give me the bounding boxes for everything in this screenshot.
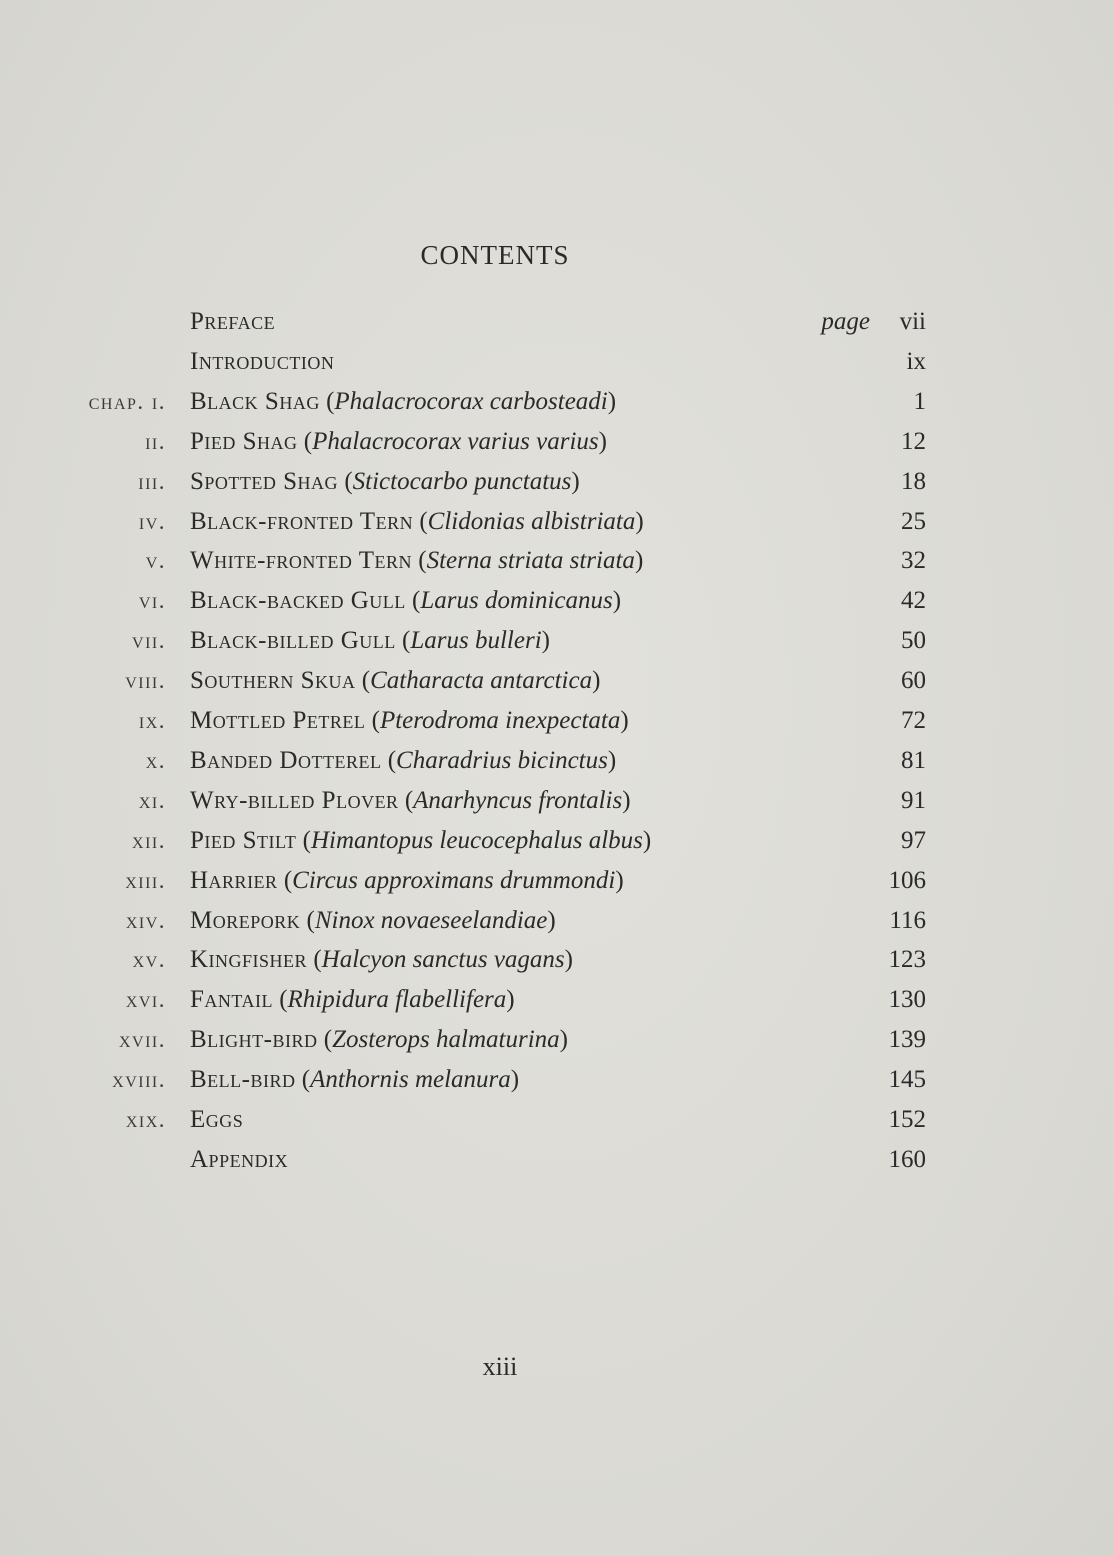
close-paren: ) [635, 507, 644, 535]
common-name: Pied Stilt [190, 826, 297, 854]
open-paren: ( [381, 746, 397, 774]
common-name: Kingfisher [190, 946, 308, 974]
chapter-number: x. [145, 747, 166, 773]
page-ref: 123 [888, 946, 926, 974]
common-name: Bell-bird [190, 1066, 296, 1094]
entry-title [190, 661, 600, 701]
close-paren: ) [541, 627, 550, 655]
toc-entry [0, 462, 1114, 502]
page-ref: 160 [888, 1145, 926, 1173]
entry-title [190, 1140, 288, 1180]
common-name: Black-backed Gull [190, 587, 406, 615]
common-name: Black Shag [190, 387, 320, 415]
common-name: Mottled Petrel [190, 707, 366, 734]
chapter-number: viii. [125, 668, 166, 694]
toc-entry [0, 581, 1114, 621]
open-paren: ( [395, 627, 411, 655]
common-name: Pied Shag [190, 427, 298, 455]
toc-entry [0, 502, 1114, 542]
close-paren: ) [571, 467, 580, 495]
open-paren: ( [405, 587, 421, 615]
entry-title [190, 821, 651, 861]
common-name: Preface [190, 308, 276, 335]
scientific-name: Stictocarbo punctatus [352, 467, 572, 495]
toc-entry [0, 1020, 1114, 1060]
close-paren: ) [607, 746, 617, 774]
common-name: Blight-bird [190, 1026, 318, 1054]
common-name: Morepork [190, 906, 301, 934]
chapter-number: xix. [125, 1107, 166, 1132]
open-paren: ( [365, 707, 380, 734]
toc-entry [0, 781, 1114, 821]
close-paren: ) [547, 906, 556, 934]
scientific-name: Phalacrocorax varius varius [312, 427, 599, 455]
toc-entry [0, 1060, 1114, 1100]
page-ref: 97 [901, 826, 926, 854]
open-paren: ( [411, 547, 427, 575]
entry-title [190, 1100, 243, 1140]
common-name: Banded Dotterel [190, 746, 382, 774]
chapter-number: xii. [132, 827, 166, 853]
open-paren: ( [355, 667, 371, 695]
open-paren: ( [296, 826, 311, 854]
common-name: Black-billed Gull [190, 627, 396, 655]
entry-title [190, 581, 621, 621]
close-paren: ) [506, 986, 515, 1014]
close-paren: ) [510, 1066, 520, 1094]
page-ref: 32 [901, 547, 926, 575]
toc-entry [0, 661, 1114, 701]
chapter-number: ix. [138, 708, 166, 733]
page-ref: 81 [901, 746, 926, 774]
close-paren: ) [598, 427, 607, 455]
open-paren: ( [297, 427, 313, 455]
chapter-number: chap. i. [88, 388, 166, 414]
chapter-number: xv. [132, 947, 166, 973]
scientific-name: Rhipidura flabellifera [287, 986, 507, 1014]
toc-entry [0, 701, 1114, 741]
toc-entry [0, 741, 1114, 781]
entry-title [190, 382, 616, 422]
scientific-name: Larus dominicanus [420, 587, 613, 615]
entry-title [190, 422, 607, 462]
chapter-number: xiv. [125, 907, 166, 933]
common-name: Eggs [190, 1106, 244, 1133]
entry-title [190, 541, 643, 581]
entry-title [190, 940, 573, 980]
toc-entry [0, 861, 1114, 901]
open-paren: ( [300, 906, 315, 934]
close-paren: ) [615, 866, 624, 894]
page-ref: 72 [901, 707, 926, 734]
close-paren: ) [612, 587, 622, 615]
page-number: xiii [482, 1352, 518, 1381]
page-ref: 152 [888, 1106, 926, 1133]
scientific-name: Clidonias albistriata [427, 507, 636, 535]
toc-entry [0, 621, 1114, 661]
scientific-name: Sterna striata striata [426, 547, 635, 575]
page-label: page [821, 308, 870, 335]
common-name: Spotted Shag [190, 467, 339, 495]
common-name: White-fronted Tern [190, 547, 412, 575]
close-paren: ) [559, 1026, 568, 1054]
toc-entry [0, 342, 1114, 382]
chapter-number: xviii. [112, 1067, 166, 1093]
chapter-number: xi. [138, 787, 166, 813]
page-ref: 130 [888, 986, 926, 1014]
scientific-name: Halcyon sanctus vagans [321, 946, 565, 974]
chapter-number: vi. [138, 588, 166, 614]
chapter-number: v. [145, 548, 166, 574]
open-paren: ( [398, 786, 414, 814]
open-paren: ( [319, 387, 335, 415]
scientific-name: Himantopus leucocephalus albus [310, 826, 643, 854]
entry-title [190, 502, 644, 542]
page-ref: 50 [901, 627, 926, 655]
page-ref: 18 [901, 467, 926, 495]
chapter-number: iii. [138, 468, 166, 494]
toc-entry [0, 901, 1114, 941]
entry-title [190, 980, 515, 1020]
scientific-name: Larus bulleri [410, 627, 542, 655]
toc-entry [0, 1140, 1114, 1180]
close-paren: ) [620, 707, 629, 734]
common-name: Introduction [190, 347, 335, 375]
contents-heading: CONTENTS [420, 240, 570, 270]
scientific-name: Anarhyncus frontalis [413, 786, 623, 814]
open-paren: ( [272, 986, 288, 1014]
toc-entry [0, 422, 1114, 462]
entry-title [190, 741, 616, 781]
common-name: Harrier [190, 866, 278, 894]
scientific-name: Charadrius bicinctus [396, 746, 608, 774]
close-paren: ) [564, 946, 573, 974]
close-paren: ) [607, 387, 617, 415]
chapter-number: vii. [132, 628, 166, 654]
open-paren: ( [317, 1026, 333, 1054]
entry-title [190, 342, 334, 382]
chapter-number: xvi. [125, 987, 166, 1013]
open-paren: ( [338, 467, 353, 495]
page-ref: 1 [913, 387, 926, 415]
page-ref: 60 [901, 667, 926, 695]
close-paren: ) [592, 667, 601, 695]
open-paren: ( [307, 946, 322, 974]
common-name: Fantail [190, 986, 273, 1014]
toc-entry [0, 940, 1114, 980]
page-ref: 25 [901, 507, 926, 535]
toc-entry [0, 382, 1114, 422]
toc-entry [0, 541, 1114, 581]
entry-title [190, 621, 550, 661]
page-ref: 139 [888, 1026, 926, 1054]
close-paren: ) [642, 826, 652, 854]
page-ref: 145 [888, 1066, 926, 1094]
page-ref: ix [906, 347, 926, 375]
toc-entry [0, 302, 1114, 342]
scientific-name: Ninox novaeseelandiae [314, 906, 548, 934]
close-paren: ) [622, 786, 631, 814]
scientific-name: Pterodroma inexpectata [379, 707, 621, 734]
scientific-name: Circus approximans drummondi [292, 866, 616, 894]
common-name: Black-fronted Tern [190, 507, 414, 535]
chapter-number: ii. [145, 428, 166, 454]
entry-title [190, 462, 580, 502]
page-ref: 106 [888, 866, 926, 894]
close-paren: ) [634, 547, 644, 575]
scientific-name: Anthornis melanura [310, 1066, 511, 1094]
entry-title [190, 861, 624, 901]
common-name: Southern Skua [190, 667, 356, 695]
page-ref: 12 [901, 427, 926, 455]
scientific-name: Phalacrocorax carbosteadi [334, 387, 608, 415]
page-ref: vii [899, 308, 926, 335]
entry-title [190, 1020, 568, 1060]
scientific-name: Zosterops halmaturina [332, 1026, 560, 1054]
chapter-number: xiii. [125, 867, 166, 893]
chapter-number: iv. [138, 508, 166, 534]
toc-entry [0, 980, 1114, 1020]
common-name: Wry-billed Plover [190, 786, 399, 814]
entry-title [190, 1060, 519, 1100]
page-ref: 91 [901, 786, 926, 814]
open-paren: ( [295, 1066, 311, 1094]
chapter-number: xvii. [118, 1027, 166, 1053]
toc-entry [0, 821, 1114, 861]
scientific-name: Catharacta antarctica [370, 667, 593, 695]
entry-title [190, 302, 275, 342]
open-paren: ( [277, 866, 293, 894]
entry-title [190, 901, 556, 941]
page-ref: 116 [889, 906, 926, 934]
common-name: Appendix [190, 1145, 289, 1173]
page-ref: 42 [901, 587, 926, 615]
entry-title [190, 781, 631, 821]
entry-title [190, 701, 629, 741]
toc-entry [0, 1100, 1114, 1140]
open-paren: ( [413, 507, 428, 535]
